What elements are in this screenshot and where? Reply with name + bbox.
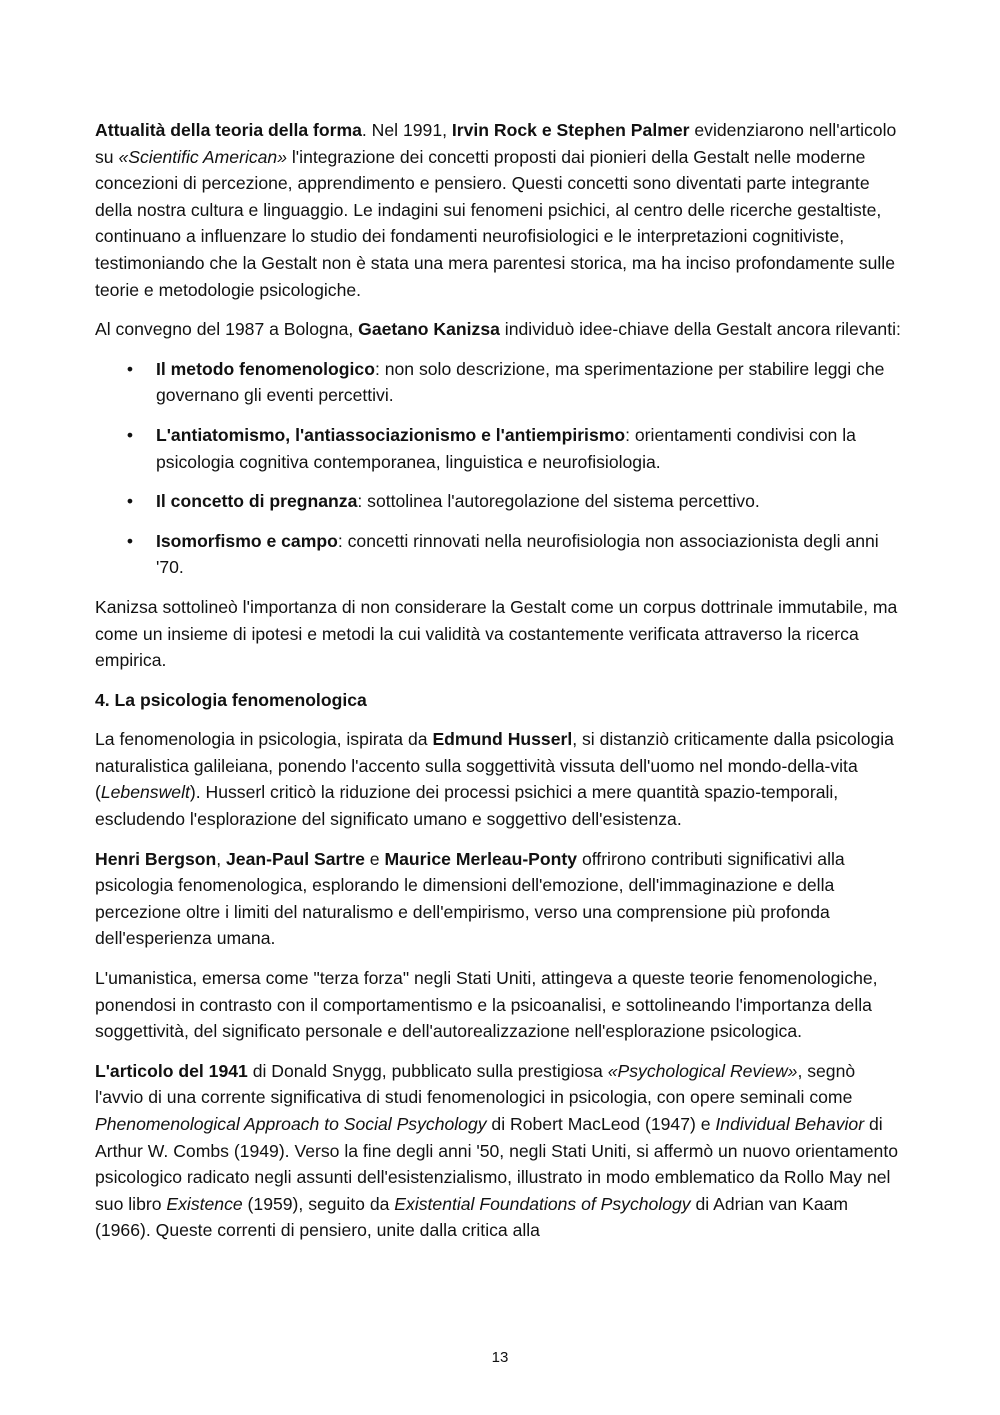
paragraph-kanizsa-intro: Al convegno del 1987 a Bologna, Gaetano Kanizsa individuò idee-chiave della Gestalt ancora rilevanti: — [95, 319, 901, 340]
paragraph-snygg: L'articolo del 1941 di Donald Snygg, pubblicato sulla prestigiosa «Psychological Review», segnò l'avvio di una corrente significativa di studi fenomenologici in psicologia, con opere seminali come Phenomenological Approach to Social Psychology di Robert MacLeod (1947) e Individual Behavior di Arthur W. Combs (1949). Verso la fine degli anni '50, negli Stati Uniti, si affermò un nuovo orientamento psicologico radicato negli assunti dell'esistenzialismo, illustrato in modo emblematico da Rollo May nel suo libro Existence (1959), seguito da Existential Foundations of Psychology di Adrian van Kaam (1966). Queste correnti di pensiero, unite dalla critica alla — [95, 1060, 898, 1241]
bullet-icon: • — [126, 358, 134, 379]
key-ideas-list — [95, 356, 907, 581]
section-heading: 4. La psicologia fenomenologica — [95, 689, 367, 710]
list-item: • Isomorfismo e campo: concetti rinnovati nella neurofisiologia non associazionista degli anni '70. — [95, 528, 907, 581]
journal-title: «Scientific American» — [118, 146, 287, 167]
paragraph-contributors: Henri Bergson, Jean-Paul Sartre e Maurice Merleau-Ponty offrirono contributi significativi alla psicologia fenomenologica, esplorando le dimensioni dell'emozione, dell'immaginazione e della percezione oltre i limiti del naturalismo e dell'empirismo, verso una comprensione più profonda dell'esperienza umana. — [95, 848, 845, 949]
paragraph-humanistic: L'umanistica, emersa come "terza forza" negli Stati Uniti, attingeva a queste teorie fenomenologiche, ponendosi in contrasto con il comportamentismo e la psicoanalisi, e sottolineando l'importanza della soggettività, del significato personale e dell'autorealizzazione nell'esplorazione psicologica. — [95, 968, 878, 1042]
list-item: • Il metodo fenomenologico: non solo descrizione, ma sperimentazione per stabilire leggi che governano gli eventi percettivi. — [95, 356, 907, 409]
bullet-icon: • — [126, 530, 134, 551]
paragraph-gestalt-relevance: Attualità della teoria della forma. Nel 1991, Irvin Rock e Stephen Palmer evidenziarono nell'articolo su «Scientific American» l'integrazione dei concetti proposti dai pionieri della Gestalt nelle moderne concezioni di percezione, apprendimento e pensiero. Questi concetti sono diventati parte integrante della nostra cultura e linguaggio. Le indagini sui fenomeni psichici, al centro delle ricerche gestaltiste, continuano a influenzare lo studio dei fondamenti neurofisiologici e le interpretazioni cognitiviste, testimoniando che la Gestalt non è stata una mera parentesi storica, ma ha inciso profondamente sulle teorie e metodologie psicologiche. — [95, 120, 897, 300]
list-item: • L'antiatomismo, l'antiassociazionismo e l'antiempirismo: orientamenti condivisi con la psicologia cognitiva contemporanea, linguistica e neurofisiologia. — [95, 422, 907, 475]
section-lead-title: Attualità della teoria della forma — [95, 120, 362, 140]
list-item: • Il concetto di pregnanza: sottolinea l'autoregolazione del sistema percettivo. — [95, 488, 907, 515]
paragraph-husserl: La fenomenologia in psicologia, ispirata da Edmund Husserl, si distanziò criticamente dalla psicologia naturalistica galileiana, ponendo l'accento sulla soggettività vissuta dell'uomo nel mondo-della-vita (Lebenswelt). Husserl criticò la riduzione dei processi psichici a mere quantità spazio-temporali, escludendo l'esplorazione del significato umano e soggettivo dell'esistenza. — [95, 729, 894, 830]
bullet-icon: • — [126, 491, 134, 512]
bullet-icon: • — [126, 424, 134, 445]
page-body — [95, 117, 907, 1257]
author-name: Gaetano Kanizsa — [358, 319, 500, 340]
author-names: Irvin Rock e Stephen Palmer — [451, 120, 690, 140]
paragraph-kanizsa-conclusion: Kanizsa sottolineò l'importanza di non considerare la Gestalt come un corpus dottrinale immutabile, ma come un insieme di ipotesi e metodi la cui validità va costantemente verificata attraverso la ricerca empirica. — [95, 596, 898, 671]
page-number: 13 — [491, 1349, 509, 1366]
